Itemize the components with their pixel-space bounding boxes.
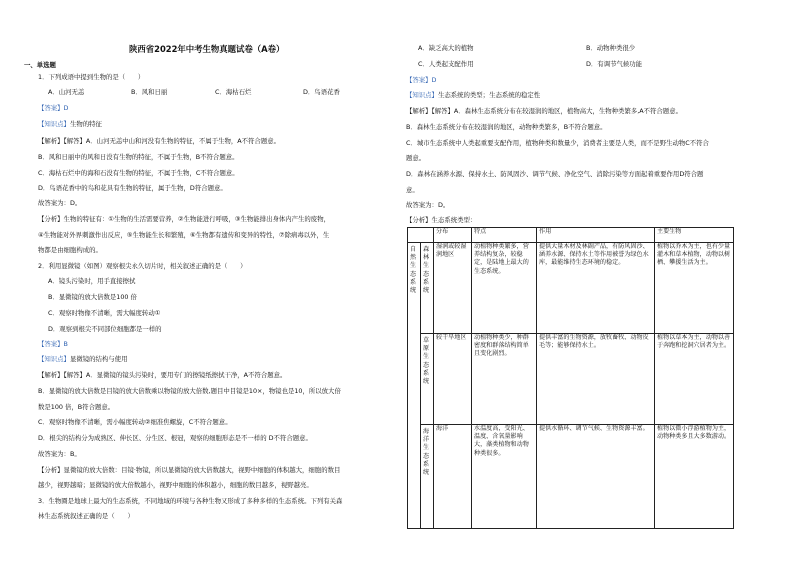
q1-option-d: D．鸟语花香 [303, 88, 340, 96]
cell-features: 动植物种类繁多，营养结构复杂，较稳定，是陆地上最大的生态系统。 [472, 243, 537, 334]
question-3-stem: 3．生物圈是地球上最大的生态系统，不同地域的环境与各种生物又形成了多种多样的生态系统。下列有关森 [38, 497, 343, 505]
q2-option-b: B．显微镜的放大倍数是100 倍 [48, 293, 137, 301]
q2-answer: 【答案】B [38, 340, 68, 348]
cell-main-biota: 植物以乔木为主，也有少量灌木和草本植物，动物以树栖、攀援生活为主。 [655, 243, 734, 334]
q2-analysis-line: C．观察时物像不清晰，需小幅度转动②细准焦螺旋，C不符合题意。 [38, 418, 232, 426]
q3-option-c: C．人类起支配作用 [418, 60, 474, 68]
q2-fenxi-line: 越少，视野越暗；显微镜的放大倍数越小，视野中细胞的体积越小，细胞的数目越多，视野越亮。 [38, 481, 313, 489]
q3-option-d: D．有调节气候功能 [586, 60, 643, 68]
question-2-stem: 2．利用显微镜（如图）观察根尖永久切片时，相关叙述正确的是（ ） [38, 262, 247, 270]
q1-knowledge-point: 【知识点】生物的特征 [38, 120, 102, 128]
q1-analysis-line: C．海枯石烂中的海和石没有生物的特征，不属于生物，C不符合题意。 [38, 169, 239, 177]
q3-analysis-line: C．城市生态系统中人类起重要支配作用，植物种类和数量少，消费者主要是人类，而不是野生动物C不符合 [406, 139, 709, 147]
cell-distribution: 海洋 [434, 425, 472, 529]
header-main-biota: 主要生物 [655, 228, 734, 243]
q3-analysis-line: D．森林在涵养水源、保持水土、防风固沙、调节气候、净化空气、消除污染等方面起着重要作用D符合题 [406, 170, 704, 178]
q1-option-a: A．山河无恙 [48, 88, 85, 96]
page-title: 陕西省2022年中考生物真题试卷（A卷） [129, 44, 285, 54]
q2-option-c: C．观察时物像不清晰，需大幅度转动① [48, 309, 161, 317]
table-row [408, 243, 734, 334]
question-1-stem: 1．下列成语中提到生物的是（ ） [38, 73, 145, 81]
table-row [408, 334, 734, 425]
section-heading: 一、单选题 [24, 61, 56, 69]
q2-conclusion: 故答案为：B。 [38, 450, 81, 458]
q2-option-d: D．观察到根尖不同部位细胞都是一样的 [48, 325, 162, 333]
q2-analysis-line: 数是100 倍，B符合题意。 [38, 403, 115, 411]
q2-knowledge-point: 【知识点】显微镜的结构与使用 [38, 355, 128, 363]
header-features: 特点 [472, 228, 537, 243]
q1-conclusion: 故答案为：D。 [38, 199, 82, 207]
q2-fenxi-line: 【分析】显微镜的放大倍数：目镜·物镜，所以显微镜的放大倍数越大，视野中细胞的体积越大，细胞的数目 [38, 466, 341, 474]
q3-option-a: A．缺乏高大的植物 [418, 44, 474, 52]
q1-fenxi-line: 物都是由细胞构成的。 [38, 246, 102, 254]
table-header-row [408, 228, 734, 243]
q3-analysis-line: B．森林生态系统分布在较湿润的地区，动物种类繁多，B不符合题意。 [406, 123, 607, 131]
ecosystem-table [407, 227, 734, 529]
q1-analysis-line: D．鸟语花香中的鸟和花具有生物的特征，属于生物，D符合题意。 [38, 184, 227, 192]
cell-main-biota: 植物以微小浮游植物为主，动物种类多且大多数游动。 [655, 425, 734, 529]
cell-role: 提供大量木材及林副产品，有防风固沙、涵养水源、保持水土等作用被誉为绿色水库，最能维持生态环境的稳定。 [537, 243, 655, 334]
cell-role: 提供丰富的生物资源，放牧畜牧、动物皮毛等；能够保持水土。 [537, 334, 655, 425]
q2-option-a: A．镜头污染时，用手直接擦拭 [48, 277, 136, 285]
q3-analysis-line: 【解析】【解答】A．森林生态系统分布在较湿润的地区，植物高大，生物种类繁多,A不符合题意。 [406, 107, 682, 115]
cell-features: 水温度高，受阳光、温度、含氧量影响大，藻类植物和动物种类很多。 [472, 425, 537, 529]
q2-analysis-line: 【解析】【解答】A．显微镜的镜头污染时，要用专门的擦镜纸擦拭干净，A不符合题意。 [38, 371, 287, 379]
q2-analysis-line: B．显微镜的放大倍数是目镜的放大倍数乘以物镜的放大倍数,题目中目镜是10×，物镜也是10，所以放大倍 [38, 387, 341, 395]
q1-option-c: C．海枯石烂 [215, 88, 252, 96]
q1-fenxi-line: ④生物能对外界刺激作出反应，⑤生物能生长和繁殖，⑥生物都有遗传和变异的特性，⑦除病毒以外，生 [38, 231, 330, 239]
q1-analysis-line: B．风和日丽中的风和日没有生物的特征，不属于生物，B不符合题意。 [38, 153, 239, 161]
natural-ecosystem-label: 自然生态系统 [408, 243, 421, 529]
q1-answer: 【答案】D [38, 104, 69, 112]
q3-knowledge-point: 【知识点】生态系统的类型；生态系统的稳定性 [406, 91, 541, 99]
q3-analysis-line: 题意。 [406, 154, 426, 162]
q1-option-b: B．风和日丽 [131, 88, 168, 96]
table-row [408, 425, 734, 529]
header-distribution: 分布 [434, 228, 472, 243]
cell-features: 动植物种类少，种群密度和群落结构简单且变化剧烈。 [472, 334, 537, 425]
q3-conclusion: 故答案为：D。 [406, 201, 450, 209]
q1-fenxi-line: 【分析】生物的特征有：①生物的生活需要营养，②生物能进行呼吸，③生物能排出身体内产生的废物， [38, 215, 330, 223]
cell-distribution: 湿润或较湿润地区 [434, 243, 472, 334]
q3-fenxi-heading: 【分析】生态系统类型： [406, 216, 477, 224]
q3-analysis-line: 意。 [406, 186, 419, 194]
ecosystem-type: 草原生态系统 [421, 334, 434, 425]
q1-analysis-line: 【解析】【解答】A．山河无恙中山和河没有生物的特征，不属于生物，A不符合题意。 [38, 137, 280, 145]
cell-main-biota: 植物以草本为主，动物以善于奔跑和挖洞穴居者为主。 [655, 334, 734, 425]
ecosystem-type: 森林生态系统 [421, 243, 434, 334]
cell-distribution: 较干旱地区 [434, 334, 472, 425]
ecosystem-type: 海洋生态系统 [421, 425, 434, 529]
question-3-stem: 林生态系统叙述正确的是（ ） [38, 512, 134, 520]
q3-answer: 【答案】D [406, 76, 437, 84]
header-role: 作用 [537, 228, 655, 243]
q2-analysis-line: D．根尖的结构分为成熟区、伸长区、分生区、根冠，观察的细胞形态是不一样的 D不符合题意。 [38, 434, 312, 442]
q3-option-b: B．动物种类很少 [586, 44, 636, 52]
cell-role: 提供水循环、调节气候、生物资源丰富。 [537, 425, 655, 529]
